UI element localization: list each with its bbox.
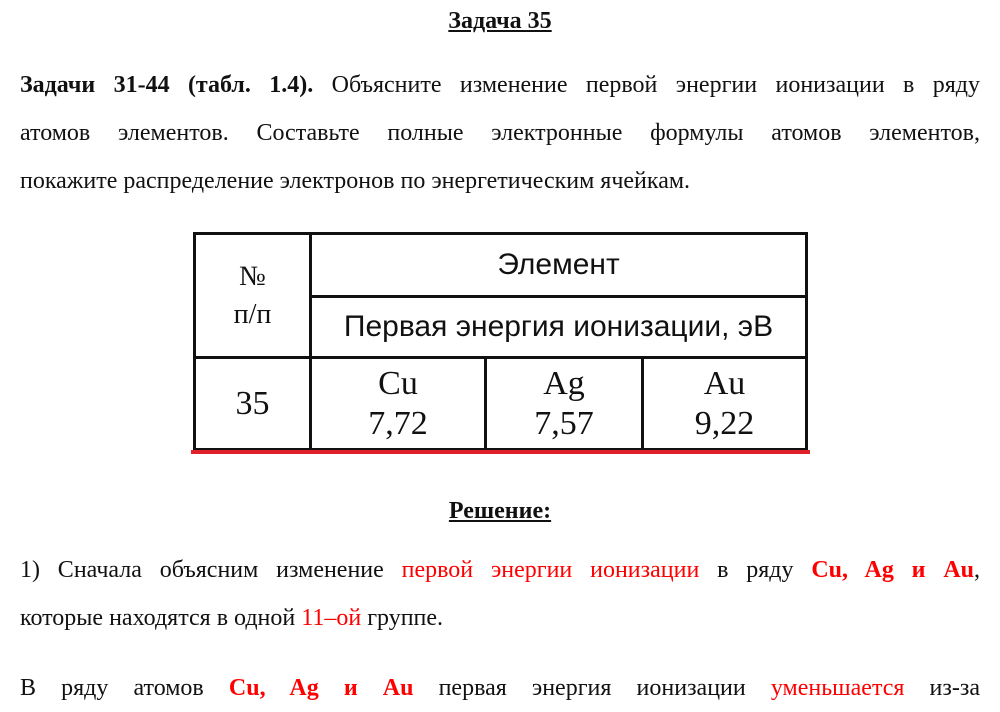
- highlight-elements: Cu, Ag и Au: [811, 557, 974, 583]
- header-energy: Первая энергия ионизации, эВ: [312, 298, 805, 359]
- row-number: 35: [196, 359, 312, 448]
- text-run: ,: [974, 557, 980, 583]
- element-energy: 9,22: [694, 404, 755, 442]
- task-range-label: Задачи 31-44 (табл. 1.4).: [20, 72, 314, 98]
- header-element: Элемент: [312, 235, 805, 298]
- solution-title: Решение:: [448, 498, 552, 524]
- solution-line-3: [20, 664, 980, 712]
- highlight-trend: уменьшается: [770, 675, 905, 701]
- text-run: первая энергия ионизации: [413, 675, 771, 701]
- text-run: В ряду атомов: [20, 675, 229, 701]
- element-energy: 7,57: [534, 404, 594, 442]
- element-symbol: Cu: [378, 364, 418, 402]
- element-cell-cu: [312, 359, 487, 448]
- element-symbol: Au: [703, 364, 746, 402]
- task-statement: [20, 61, 980, 205]
- solution-line-2: [20, 594, 980, 642]
- data-table: [193, 232, 808, 451]
- text-run: 1) Сначала объясним изменение: [20, 557, 402, 583]
- solution-paragraph-2: [20, 664, 980, 712]
- statement-line-2: атомов элементов. Составьте полные электронные формулы атомов элементов,: [20, 120, 980, 146]
- task-title: Задача 35: [448, 8, 552, 34]
- highlight-group: 11–ой: [301, 605, 362, 631]
- statement-line-3: покажите распределение электронов по энергетическим ячейкам.: [20, 168, 691, 194]
- element-symbol: Ag: [543, 364, 585, 402]
- element-energy: 7,72: [368, 404, 428, 442]
- text-run: в ряду: [699, 557, 812, 583]
- text-run: группе.: [361, 605, 444, 631]
- header-number: [196, 235, 312, 359]
- highlight-elements: Cu, Ag и Au: [228, 675, 414, 701]
- element-cell-ag: [487, 359, 644, 448]
- header-number-symbol: №: [239, 260, 266, 292]
- highlight-term: первой энергии ионизации: [401, 557, 700, 583]
- statement-text-1: Объясните изменение первой энергии ионизации в ряду: [313, 72, 980, 98]
- element-cell-au: [644, 359, 805, 448]
- text-run: из-за: [904, 675, 981, 701]
- header-number-label: п/п: [233, 298, 272, 330]
- text-run: которые находятся в одной: [20, 605, 302, 631]
- statement-line-1: [20, 61, 980, 109]
- solution-line-1: [20, 546, 980, 594]
- solution-paragraph-1: [20, 546, 980, 642]
- table-red-underline: [191, 450, 810, 454]
